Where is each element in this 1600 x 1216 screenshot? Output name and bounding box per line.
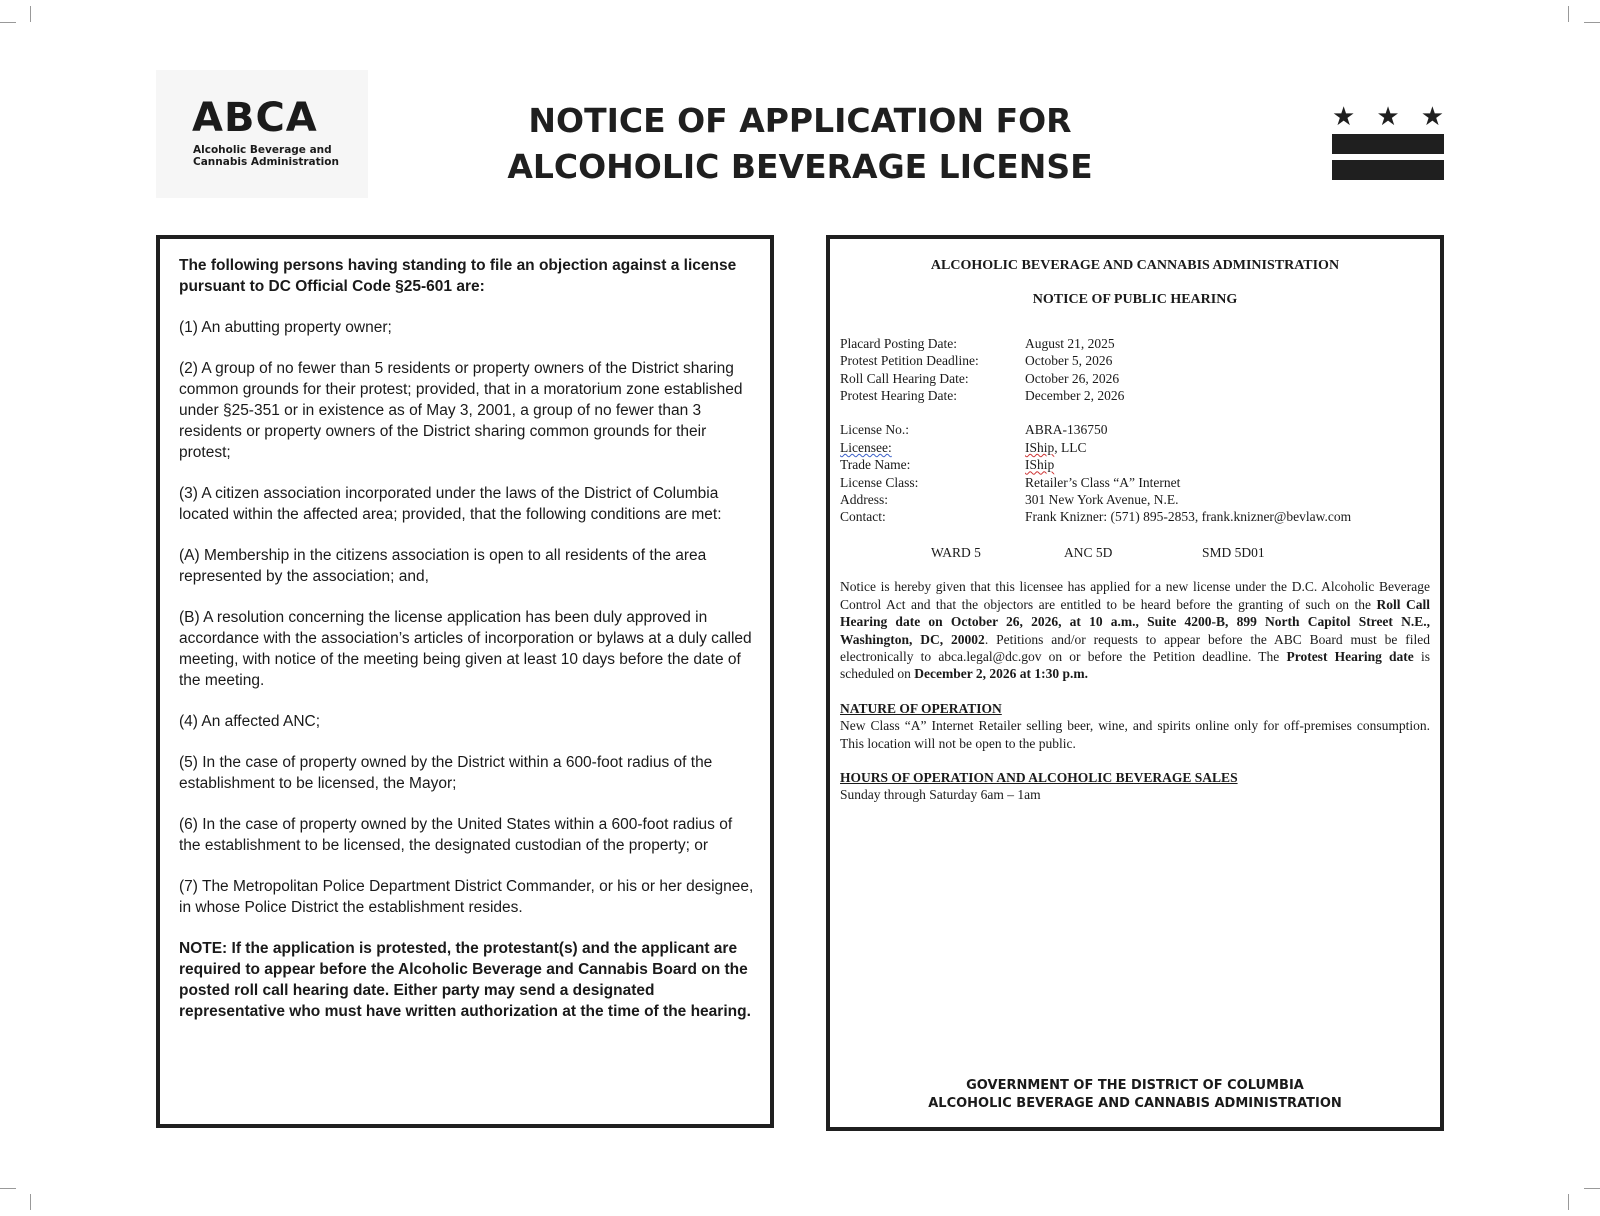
public-hearing-notice-panel <box>826 235 1444 1131</box>
crop-mark <box>30 6 31 22</box>
date-row <box>840 335 1430 352</box>
protest-hearing-date: December 2, 2026 at 1:30 p.m. <box>914 666 1088 682</box>
page-title <box>500 98 1100 190</box>
license-value: ABRA-136750 <box>1025 422 1108 438</box>
date-label: Protest Hearing Date: <box>840 388 957 404</box>
date-row <box>840 352 1430 369</box>
trade-name-value: IShip <box>1025 457 1055 473</box>
logo-subtitle <box>193 144 339 168</box>
government-footer <box>830 1077 1440 1113</box>
date-row <box>840 387 1430 404</box>
license-row <box>840 508 1430 525</box>
list-item: (1) An abutting property owner; <box>179 319 392 336</box>
logo-subtitle-line: Cannabis Administration <box>193 156 339 168</box>
footer-line: GOVERNMENT OF THE DISTRICT OF COLUMBIA <box>966 1078 1304 1093</box>
date-value: October 26, 2026 <box>1025 370 1120 386</box>
protest-hearing-label: Protest Hearing date <box>1286 648 1414 664</box>
license-value: Frank Knizner: (571) 895-2853, frank.knizner@bevlaw.com <box>1025 509 1352 525</box>
licensee-name: IShip <box>1025 439 1055 455</box>
license-block <box>840 421 1430 525</box>
star-icon: ★ <box>1332 101 1356 131</box>
hours-text: Sunday through Saturday 6am – 1am <box>840 787 1041 803</box>
list-item: (5) In the case of property owned by the District within a 600-foot radius of the establishment to be licensed, the Mayor; <box>179 754 713 792</box>
crop-mark <box>1568 1194 1569 1210</box>
dc-flag-icon <box>1332 101 1444 180</box>
ward-value: WARD 5 <box>931 544 981 560</box>
crop-mark <box>1584 1188 1600 1189</box>
flag-bar <box>1332 134 1444 154</box>
agency-heading: ALCOHOLIC BEVERAGE AND CANNABIS ADMINISTRATION <box>930 258 1340 273</box>
license-row <box>840 421 1430 438</box>
license-row <box>840 456 1430 473</box>
list-item: (6) In the case of property owned by the United States within a 600-foot radius of the establishment to be licensed, the designated custodian of the property; or <box>179 816 733 854</box>
notice-heading: NOTICE OF PUBLIC HEARING <box>1032 292 1238 308</box>
anc-value: ANC 5D <box>1064 544 1113 560</box>
date-value: October 5, 2026 <box>1025 353 1113 369</box>
date-row <box>840 370 1430 387</box>
license-row <box>840 439 1430 456</box>
licensee-suffix: , LLC <box>1054 439 1087 455</box>
license-row <box>840 474 1430 491</box>
license-value: Retailer’s Class “A” Internet <box>1025 474 1181 490</box>
list-item: (B) A resolution concerning the license application has been duly approved in accordance with the association’s articles of incorporation or bylaws at a duly called meeting, with notice of the meeting being given at least 10 days before the date of the meeting. <box>179 609 752 689</box>
title-line: NOTICE OF APPLICATION FOR <box>528 101 1072 140</box>
logo-mark: ABCA <box>192 95 318 141</box>
crop-mark <box>1568 6 1569 22</box>
list-item: (3) A citizen association incorporated under the laws of the District of Columbia located within the affected area; provided, that the following conditions are met: <box>179 485 722 523</box>
list-item: (7) The Metropolitan Police Department District Commander, or his or her designee, in whose Police District the establishment resides. <box>179 878 754 916</box>
flag-bar <box>1332 160 1444 180</box>
license-row <box>840 491 1430 508</box>
list-item: (A) Membership in the citizens association is open to all residents of the area represented by the association; and, <box>179 547 707 585</box>
date-label: Roll Call Hearing Date: <box>840 370 969 386</box>
license-label: Address: <box>840 492 888 508</box>
date-value: August 21, 2025 <box>1025 335 1115 351</box>
crop-mark <box>0 22 16 23</box>
notice-text: is scheduled on <box>840 648 1430 682</box>
notice-text: Notice is hereby given that this licensee has applied for a new license under the D.C. Alcoholic Beverage Control Act and that the objectors are entitled to be heard before the granting of such on the <box>840 579 1430 612</box>
intro-text: The following persons having standing to file an objection against a license pursuant to DC Official Code §25-601 are: <box>179 257 737 295</box>
nature-text: New Class “A” Internet Retailer selling beer, wine, and spirits online only for off-premises consumption. This location will not be open to the public. <box>840 718 1430 751</box>
license-label: License No.: <box>840 422 909 438</box>
logo-subtitle-line: Alcoholic Beverage and <box>193 144 332 156</box>
footer-line: ALCOHOLIC BEVERAGE AND CANNABIS ADMINISTRATION <box>928 1096 1342 1111</box>
crop-mark <box>1584 22 1600 23</box>
star-icon: ★ <box>1420 101 1444 131</box>
license-label: Trade Name: <box>840 457 911 473</box>
star-icon: ★ <box>1376 101 1400 131</box>
nature-heading: NATURE OF OPERATION <box>840 700 1002 716</box>
date-value: December 2, 2026 <box>1025 388 1125 404</box>
roll-call-hearing-text: Roll Call Hearing date on October 26, 2026, at 10 a.m., Suite 4200-B, 899 North Capitol Street N.E., Washington, DC, 20002 <box>840 596 1430 647</box>
note-text: NOTE: If the application is protested, the protestant(s) and the applicant are required to appear before the Alcoholic Beverage and Cannabis Board on the posted roll call hearing date. Either party may send a designated representative who must have written authorization at the time of the hearing. <box>179 940 751 1020</box>
hours-heading: HOURS OF OPERATION AND ALCOHOLIC BEVERAGE SALES <box>840 769 1238 785</box>
hearing-notice-document <box>840 257 1430 804</box>
smd-value: SMD 5D01 <box>1202 544 1265 560</box>
dates-block <box>840 335 1430 405</box>
flag-stars <box>1332 101 1444 131</box>
date-label: Placard Posting Date: <box>840 335 957 351</box>
list-item: (2) A group of no fewer than 5 residents or property owners of the District sharing common grounds for their protest; provided, that in a moratorium zone established under §25-351 or in existence as of May 3, 2001, a group of no fewer than 3 residents or property owners of the District sharing common grounds for their protest; <box>179 360 743 461</box>
license-value: 301 New York Avenue, N.E. <box>1025 492 1179 508</box>
hearing-notice-text <box>840 578 1430 682</box>
date-label: Protest Petition Deadline: <box>840 353 979 369</box>
notice-text: . Petitions and/or requests to appear before the ABC Board must be filed electronically to abca.legal@dc.gov on or before the Petition deadline. The <box>840 631 1430 664</box>
license-label: License Class: <box>840 474 919 490</box>
objection-standing-panel <box>156 235 774 1128</box>
title-line: ALCOHOLIC BEVERAGE LICENSE <box>507 147 1093 186</box>
list-item: (4) An affected ANC; <box>179 713 321 730</box>
ward-line <box>931 544 1430 561</box>
abca-logo <box>156 70 368 198</box>
licensee-label: Licensee: <box>840 439 892 455</box>
license-label: Contact: <box>840 509 886 525</box>
crop-mark <box>30 1194 31 1210</box>
crop-mark <box>0 1188 16 1189</box>
